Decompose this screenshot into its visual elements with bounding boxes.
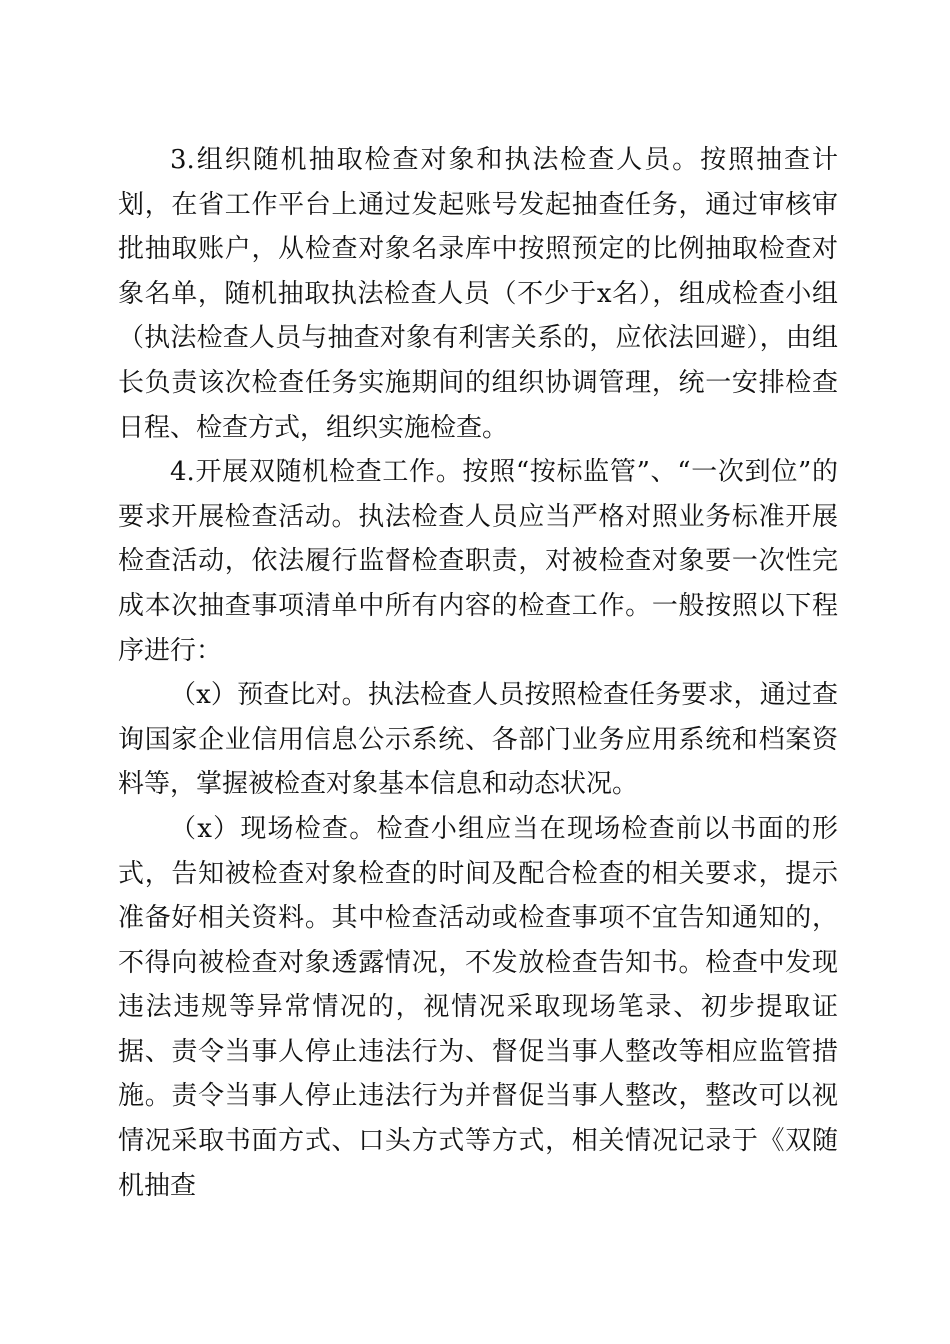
document-page xyxy=(118,138,838,1208)
paragraph-item-4: 4.开展双随机检查工作。按照“按标监管”、“一次到位”的要求开展检查活动。执法检查人员应当严格对照业务标准开展检查活动，依法履行监督检查职责，对被检查对象要一次性完成本次抽查事项清单中所有内容的检查工作。一般按照以下程序进行： xyxy=(118,457,838,666)
paragraph-precheck: （x）预查比对。执法检查人员按照检查任务要求，通过查询国家企业信用信息公示系统、各部门业务应用系统和档案资料等，掌握被检查对象基本信息和动态状况。 xyxy=(118,680,838,800)
paragraph-item-3: 3.组织随机抽取检查对象和执法检查人员。按照抽查计划，在省工作平台上通过发起账号发起抽查任务，通过审核审批抽取账户，从检查对象名录库中按照预定的比例抽取检查对象名单，随机抽取执法检查人员（不少于x名），组成检查小组（执法检查人员与抽查对象有利害关系的，应依法回避），由组长负责该次检查任务实施期间的组织协调管理，统一安排检查日程、检查方式，组织实施检查。 xyxy=(118,145,838,443)
paragraph-onsite-inspection: （x）现场检查。检查小组应当在现场检查前以书面的形式，告知被检查对象检查的时间及配合检查的相关要求，提示准备好相关资料。其中检查活动或检查事项不宜告知通知的，不得向被检查对象透露情况，不发放检查告知书。检查中发现违法违规等异常情况的，视情况采取现场笔录、初步提取证据、责令当事人停止违法行为、督促当事人整改等相应监管措施。责令当事人停止违法行为并督促当事人整改，整改可以视情况采取书面方式、口头方式等方式，相关情况记录于《双随机抽查 xyxy=(118,813,838,1201)
